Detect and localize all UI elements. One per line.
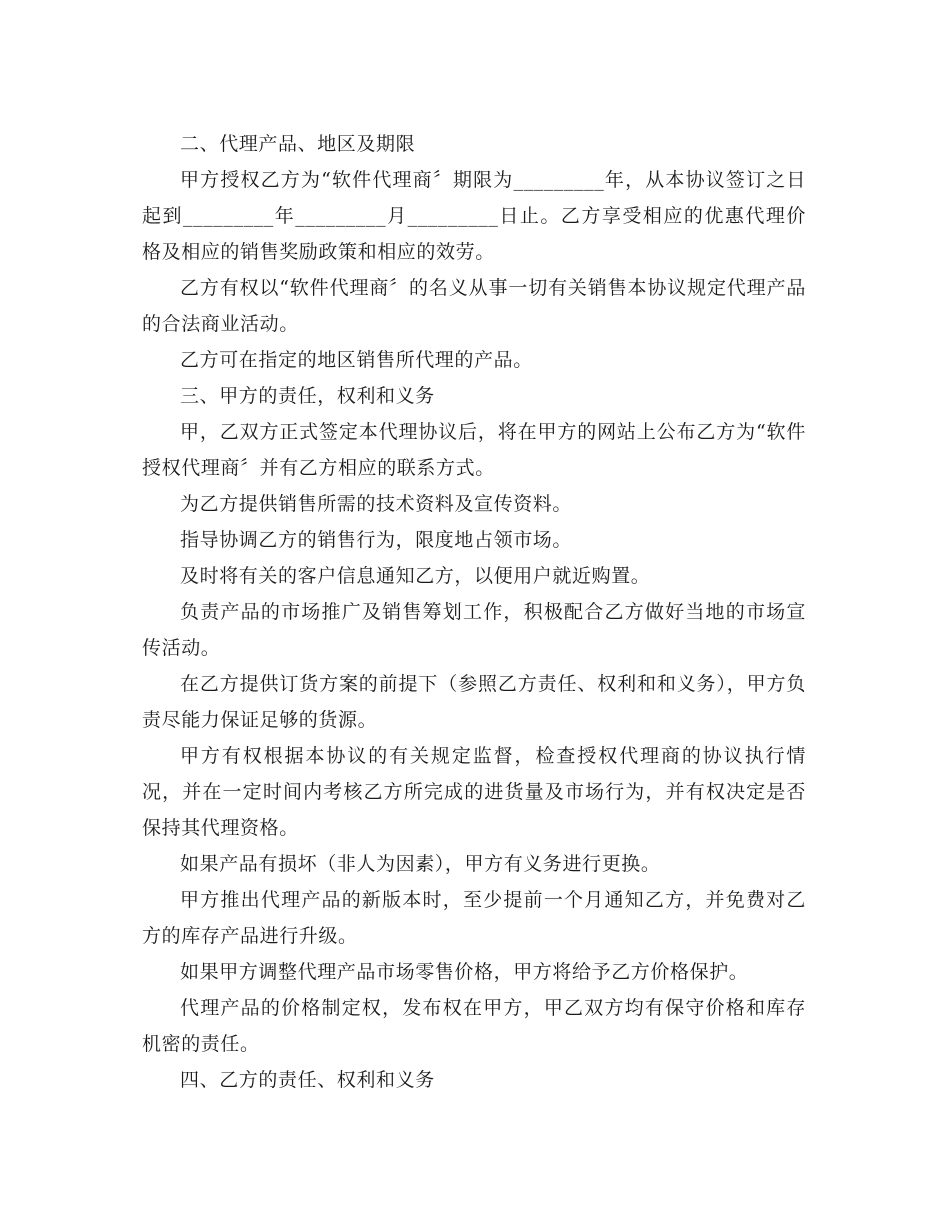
paragraph: 如果甲方调整代理产品市场零售价格，甲方将给予乙方价格保护。	[180, 961, 749, 983]
section-heading: 四、乙方的责任、权利和义务	[180, 1069, 435, 1091]
paragraph: 乙方可在指定的地区销售所代理的产品。	[180, 349, 533, 371]
paragraph: 如果产品有损坏（非人为因素），甲方有义务进行更换。	[180, 853, 661, 875]
paragraph: 甲方授权乙方为“软件代理商〞期限为_________年，从本协议签订之日起到_________年_________月_________日止。乙方享受相应的优惠代理价格及相应的销售奖励政策和相应的效劳。	[142, 169, 806, 263]
paragraph: 为乙方提供销售所需的技术资料及宣传资料。	[180, 493, 573, 515]
section-heading: 三、甲方的责任，权利和义务	[180, 385, 435, 407]
paragraph: 甲，乙双方正式签定本代理协议后，将在甲方的网站上公布乙方为“软件授权代理商〞并有乙方相应的联系方式。	[142, 421, 806, 479]
paragraph: 负责产品的市场推广及销售筹划工作，积极配合乙方做好当地的市场宣传活动。	[142, 601, 806, 659]
document-body	[142, 126, 806, 1098]
section-heading: 二、代理产品、地区及期限	[180, 133, 416, 155]
paragraph: 甲方有权根据本协议的有关规定监督，检查授权代理商的协议执行情况，并在一定时间内考核乙方所完成的进货量及市场行为，并有权决定是否保持其代理资格。	[142, 745, 806, 839]
paragraph: 乙方有权以“软件代理商〞的名义从事一切有关销售本协议规定代理产品的合法商业活动。	[142, 277, 806, 335]
paragraph: 甲方推出代理产品的新版本时，至少提前一个月通知乙方，并免费对乙方的库存产品进行升级。	[142, 889, 806, 947]
paragraph: 指导协调乙方的销售行为，限度地占领市场。	[180, 529, 573, 551]
paragraph: 在乙方提供订货方案的前提下（参照乙方责任、权利和和义务），甲方负责尽能力保证足够的货源。	[142, 673, 806, 731]
paragraph: 代理产品的价格制定权，发布权在甲方，甲乙双方均有保守价格和库存机密的责任。	[142, 997, 806, 1055]
paragraph: 及时将有关的客户信息通知乙方，以便用户就近购置。	[180, 565, 651, 587]
